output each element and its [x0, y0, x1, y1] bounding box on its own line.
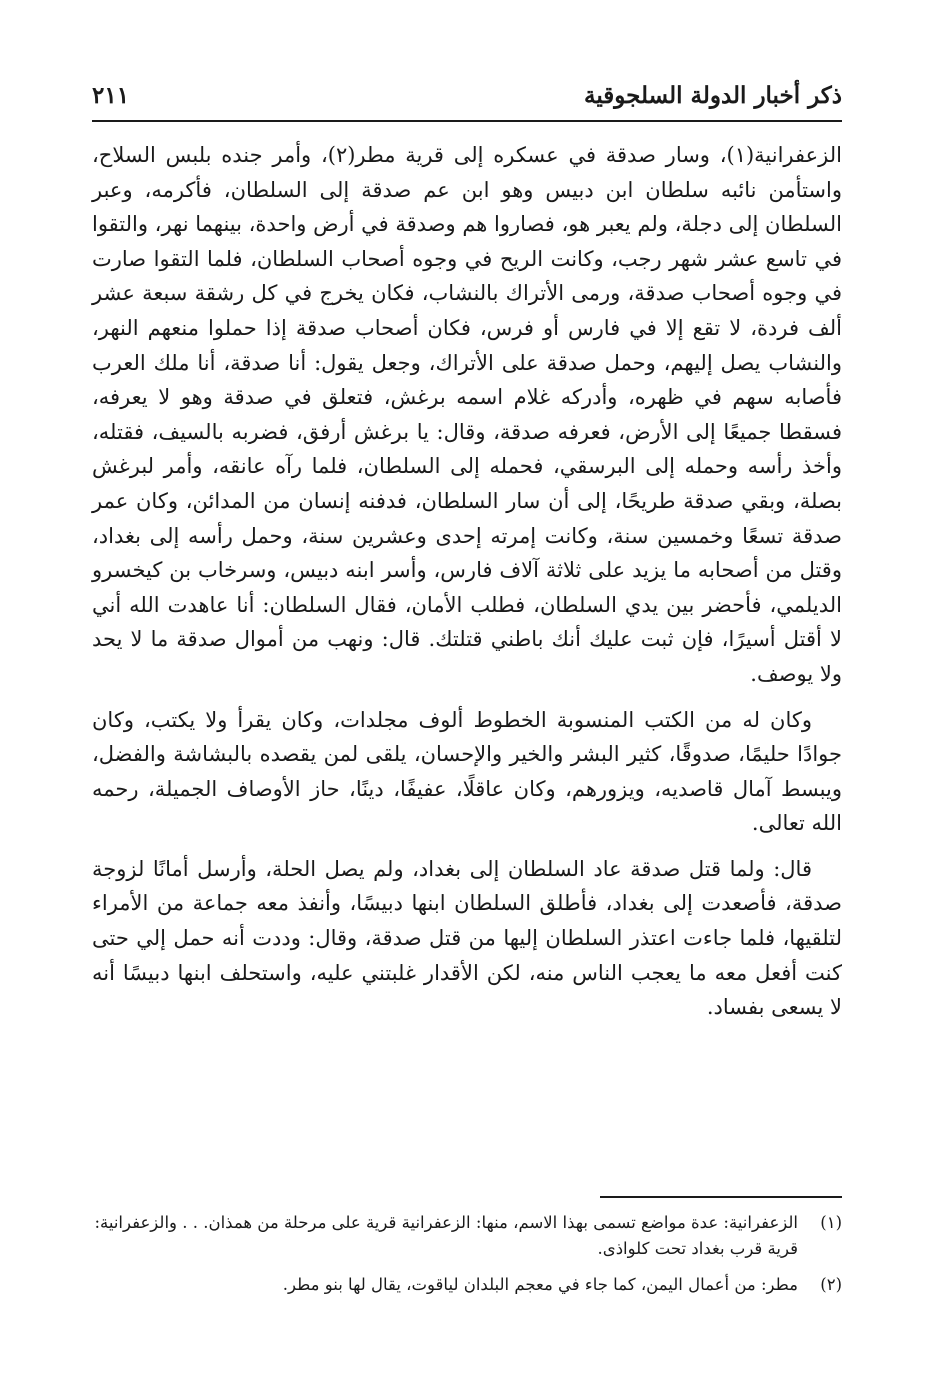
running-title: ذكر أخبار الدولة السلجوقية — [583, 82, 842, 109]
footnote-marker: (٢) — [820, 1275, 842, 1294]
footnotes — [92, 1210, 842, 1308]
page-header — [92, 80, 842, 122]
paragraph-3: قال: ولما قتل صدقة عاد السلطان إلى بغداد، ولم يصل الحلة، وأرسل أمانًا لزوجة صدقة، فأصعدت إلى بغداد، فأطلق السلطان ابنها دبيسًا، وأنفذ معه جماعة من الأمراء لتلقيها، فلما جاءت اعتذر السلطان إليها من قتل صدقة، وقال: وددت أنه حمل إلي حتى كنت أفعل معه ما يعجب الناس منه، لكن الأقدار غلبتني عليه، واستحلف ابنها دبيسًا أنه لا يسعى بفساد. — [92, 856, 842, 1020]
footnote-marker: (١) — [820, 1213, 842, 1232]
main-text — [92, 138, 842, 1025]
footnote-2 — [92, 1272, 842, 1298]
footnote-text: الزعفرانية: عدة مواضع تسمى بهذا الاسم، منها: الزعفرانية قرية على مرحلة من همذان. . . والزعفرانية: قرية قرب بغداد تحت كلواذى. — [94, 1213, 798, 1258]
page-number: ٢١١ — [92, 82, 130, 109]
paragraph-2: وكان له من الكتب المنسوبة الخطوط ألوف مجلدات، وكان يقرأ ولا يكتب، وكان جوادًا حليمًا، صدوقًا، كثير البشر والخير والإحسان، يلقى لمن يقصده بالبشاشة والفضل، ويبسط آمال قاصديه، ويزورهم، وكان عاقلًا، عفيفًا، دينًا، حاز الأوصاف الجميلة، رحمه الله تعالى. — [92, 707, 842, 836]
paragraph-1: الزعفرانية(١)، وسار صدقة في عسكره إلى قرية مطر(٢)، وأمر جنده بلبس السلاح، واستأمن نائبه سلطان ابن دبيس وهو ابن عم صدقة إلى السلطان، فأكرمه، وعبر السلطان إلى دجلة، ولم يعبر هو، فصاروا هم وصدقة في أرض واحدة، بينهما نهر، والتقوا في تاسع عشر شهر رجب، وكانت الريح في وجوه أصحاب السلطان، فلما التقوا صارت في وجوه أصحاب صدقة، ورمى الأتراك بالنشاب، فكان يخرج في كل رشقة سبعة عشر ألف فردة، لا تقع إلا في فارس أو فرس، فكان أصحاب صدقة إذا حملوا منعهم النهر، والنشاب يصل إليهم، وحمل صدقة على الأتراك، وجعل يقول: أنا صدقة، أنا ملك العرب فأصابه سهم في ظهره، وأدركه غلام اسمه برغش، فتعلق في صدقة وهو لا يعرفه، فسقطا جميعًا إلى الأرض، فعرفه صدقة، وقال: يا برغش أرفق، فضربه بالسيف، فقتله، وأخذ رأسه وحمله إلى البرسقي، فحمله إلى السلطان، فلما رآه عانقه، وأمر لبرغش بصلة، وبقي صدقة طريحًا، إلى أن سار السلطان، فدفنه إنسان من المدائن، وكان عمر صدقة تسعًا وخمسين سنة، وكانت إمرته إحدى وعشرين سنة، وحمل رأسه إلى بغداد، وقتل من أصحابه ما يزيد على ثلاثة آلاف فارس، وأسر ابنه دبيس، وسرخاب بن كيخسرو الديلمي، فأحضر بين يدي السلطان، فطلب الأمان، فقال السلطان: أنا عاهدت الله أني لا أقتل أسيرًا، فإن ثبت عليك أنك باطني قتلتك. قال: ونهب من أموال صدقة ما لا يحد ولا يوصف. — [91, 143, 842, 686]
footnote-1 — [92, 1210, 842, 1262]
footnote-divider — [600, 1196, 842, 1198]
footnote-text: مطر: من أعمال اليمن، كما جاء في معجم البلدان لياقوت، يقال لها بنو مطر. — [282, 1275, 798, 1294]
